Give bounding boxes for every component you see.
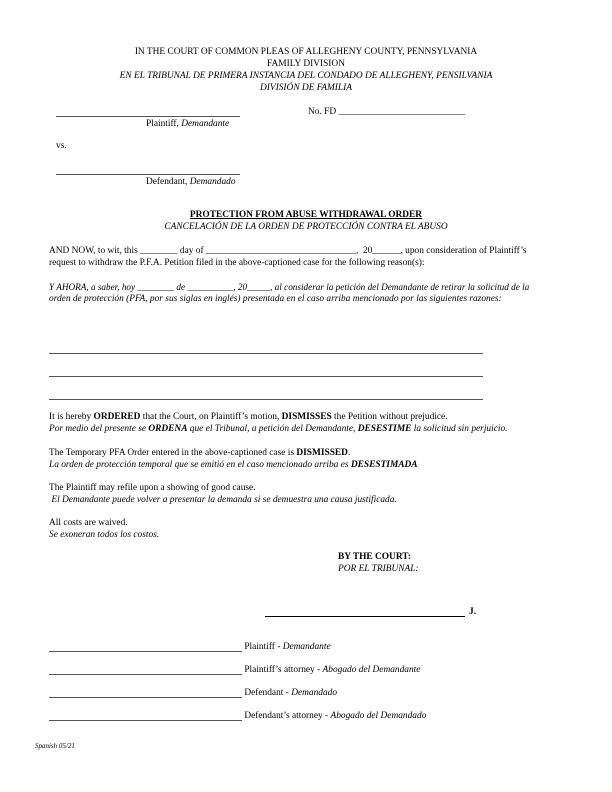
defendant-label: Defendant, Demandado	[146, 177, 236, 187]
judge-suffix: J.	[469, 607, 477, 617]
by-the-court-es: POR EL TRIBUNAL:	[338, 564, 419, 574]
reason-line[interactable]	[49, 353, 483, 354]
order-title-en: PROTECTION FROM ABUSE WITHDRAWAL ORDER	[189, 210, 423, 220]
costs-es: Se exoneran todos los costos.	[49, 530, 160, 540]
intro-es-line2: orden de protección (PFA, por sus siglas en inglés) presentada en el caso arriba mencionado por las siguientes razones:	[49, 294, 502, 304]
refile-en: The Plaintiff may refile upon a showing of good cause.	[49, 483, 256, 493]
costs-en: All costs are waived.	[49, 518, 128, 528]
form-version-footer: Spanish 05/21	[35, 742, 75, 750]
judge-signature-line[interactable]	[265, 616, 465, 617]
plaintiff-signature-line[interactable]	[49, 651, 242, 652]
intro-es-line1: Y AHORA, a saber, hoy ________ de __________, 20_____, al considerar la petición del Demandante de retirar la solicitud de la	[49, 282, 530, 292]
defendant-name-line[interactable]	[56, 174, 240, 175]
reason-line[interactable]	[49, 376, 483, 377]
ordered-en: It is hereby ORDERED that the Court, on Plaintiff’s motion, DISMISSES the Petition without prejudice.	[49, 412, 448, 422]
defendant-attorney-signature-label: Defendant’s attorney - Abogado del Demandado	[242, 711, 427, 721]
case-number-field[interactable]: No. FD ___________________________	[308, 107, 466, 117]
plaintiff-attorney-signature-line[interactable]	[49, 674, 242, 675]
intro-en-line1: AND NOW, to wit, this ________ day of ________________________________, 20______, upon consideration of Plaintiff’s	[49, 246, 527, 256]
refile-es: El Demandante puede volver a presentar la demanda si se demuestra una causa justificada.	[49, 495, 397, 505]
by-the-court-en: BY THE COURT:	[338, 552, 411, 562]
reason-line[interactable]	[49, 399, 483, 400]
court-name-en: IN THE COURT OF COMMON PLEAS OF ALLEGHENY COUNTY, PENNSYLVANIA	[134, 47, 478, 57]
temporary-order-en: The Temporary PFA Order entered in the above-captioned case is DISMISSED.	[49, 448, 351, 458]
division-es: DIVISIÓN DE FAMILIA	[260, 83, 352, 93]
defendant-signature-line[interactable]	[49, 697, 242, 698]
defendant-signature-label: Defendant - Demandado	[242, 688, 338, 698]
defendant-attorney-signature-line[interactable]	[49, 720, 242, 721]
ordered-es: Por medio del presente se ORDENA que el Tribunal, a petición del Demandante, DESESTIME la solicitud sin perjuicio.	[49, 424, 508, 434]
division-en: FAMILY DIVISION	[267, 59, 345, 69]
plaintiff-signature-label: Plaintiff - Demandante	[242, 642, 331, 652]
order-title-es: CANCELACIÓN DE LA ORDEN DE PROTECCIÓN CONTRA EL ABUSO	[164, 222, 448, 232]
plaintiff-label: Plaintiff, Demandante	[146, 119, 230, 129]
temporary-order-es: La orden de protección temporal que se emitió en el caso mencionado arriba es DESESTIMADA	[49, 460, 418, 470]
plaintiff-name-line[interactable]	[56, 116, 240, 117]
intro-en-line2: request to withdraw the P.F.A. Petition filed in the above-captioned case for the following reason(s):	[49, 258, 425, 268]
plaintiff-attorney-signature-label: Plaintiff’s attorney - Abogado del Demandante	[242, 665, 421, 675]
versus-label: vs.	[56, 141, 67, 151]
court-name-es: EN EL TRIBUNAL DE PRIMERA INSTANCIA DEL CONDADO DE ALLEGHENY, PENSILVANIA	[119, 71, 493, 81]
